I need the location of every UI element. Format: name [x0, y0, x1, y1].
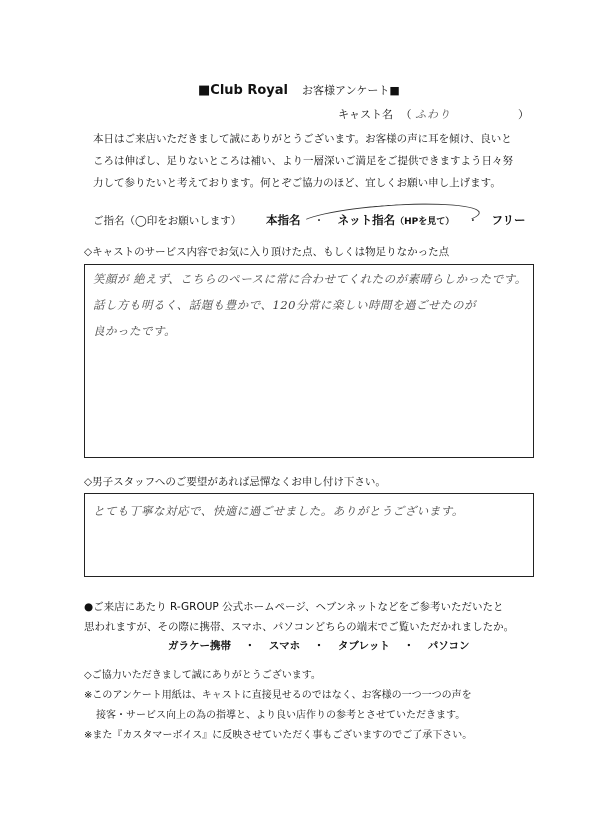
survey-line: ●ご来店にあたり R-GROUP 公式ホームページ、ヘブンネットなどをご参考いただいたと	[84, 601, 504, 613]
q1-answer-line: 良かったです。	[93, 324, 177, 338]
nomination-label: ご指名（◯印をお願いします）	[93, 215, 242, 227]
option-free[interactable]: フリー	[491, 213, 526, 227]
cast-close-paren: ）	[518, 108, 529, 121]
club-name: ■Club Royal	[198, 83, 289, 98]
selection-circle-mark	[297, 199, 481, 240]
survey-question	[84, 597, 534, 637]
intro-line: 力して参りたいと考えております。何とぞご協力のほど、宜しくお願い申し上げます。	[93, 177, 501, 189]
separator-dot: ・	[244, 640, 256, 652]
separator-dot: ・	[403, 640, 415, 652]
option-feature-phone[interactable]: ガラケー携帯	[168, 640, 231, 652]
q2-answer-box[interactable]	[84, 493, 534, 577]
footer-line: ◇ご協力いただきまして誠にありがとうございます。	[84, 670, 321, 681]
nomination-row	[93, 212, 526, 228]
q1-answer-box[interactable]	[84, 264, 534, 458]
option-net-nomination[interactable]: ネット指名	[337, 213, 396, 227]
intro-paragraph	[93, 128, 533, 194]
cast-name-label: キャスト名	[338, 108, 393, 121]
separator-dot: ・	[467, 215, 479, 227]
q1-answer-line: 話し方も明るく、話題も豊かで、120分常に楽しい時間を過ごせたのが	[93, 298, 476, 312]
cast-name-field	[338, 106, 529, 122]
option-tablet[interactable]: タブレット	[337, 640, 390, 652]
intro-line: ころは伸ばし、足りないところは補い、より一層深いご満足をご提供できますよう日々努	[93, 155, 513, 167]
cast-name-value: ふわり	[415, 108, 451, 121]
option-net-note: （HPを見て）	[395, 217, 455, 227]
q2-prompt: ◇男子スタッフへのご要望があれば忌憚なくお申し付け下さい。	[84, 476, 386, 488]
form-subtitle: お客様アンケート■	[302, 84, 400, 97]
footer-line: ※このアンケート用紙は、キャストに直接見せるのではなく、お客様の一つ一つの声を	[84, 690, 472, 701]
footer-line: ※また『カスタマーボイス』に反映させていただく事もございますのでご了承下さい。	[84, 730, 473, 741]
footer-notes	[84, 666, 544, 746]
device-options	[168, 638, 470, 653]
separator-dot: ・	[313, 640, 325, 652]
separator-dot: ・	[313, 215, 325, 227]
option-pc[interactable]: パソコン	[427, 640, 470, 652]
form-title	[198, 82, 400, 98]
option-smartphone[interactable]: スマホ	[268, 640, 301, 652]
intro-line: 本日はご来店いただきまして誠にありがとうございます。お客様の声に耳を傾け、良いと	[93, 133, 512, 145]
q1-answer-line: 笑顔が 絶えず、こちらのペースに常に合わせてくれたのが素晴らしかったです。	[93, 272, 527, 286]
footer-line: 接客・サービス向上の為の指導と、より良い店作りの参考とさせていただきます。	[96, 710, 466, 721]
q2-answer: とても丁寧な対応で、快適に過ごせました。ありがとうございます。	[93, 504, 464, 518]
option-main-nomination[interactable]: 本指名	[265, 213, 301, 227]
survey-line: 思われますが、その際に携帯、スマホ、パソコンどちらの端末でご覧いただかれましたか。	[84, 621, 515, 633]
cast-open-paren: （	[400, 108, 412, 121]
q1-prompt: ◇キャストのサービス内容でお気に入り頂けた点、もしくは物足りなかった点	[84, 246, 450, 258]
